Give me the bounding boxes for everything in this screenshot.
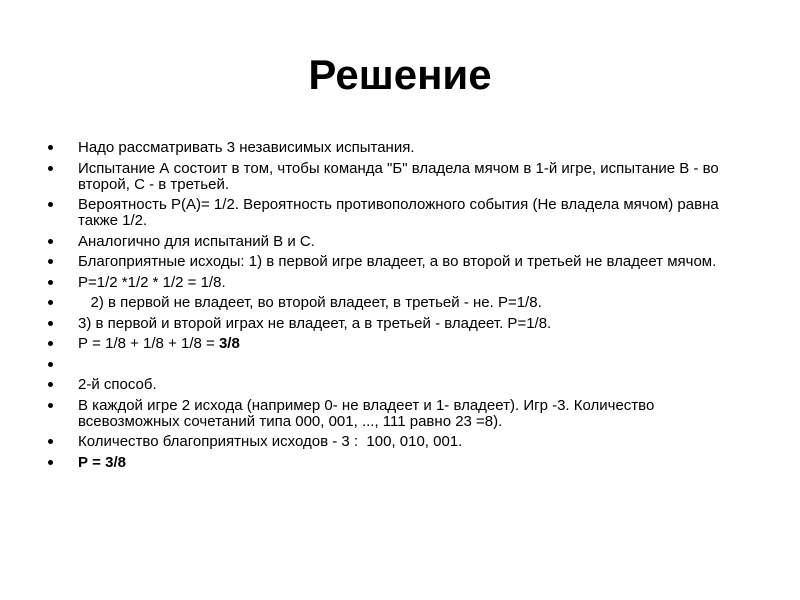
bullet-dot-icon xyxy=(48,280,53,285)
bullet-dot-icon xyxy=(48,300,53,305)
bullet-dot-icon xyxy=(48,460,53,465)
bullet-item xyxy=(48,234,748,250)
bullet-item xyxy=(48,140,748,156)
bullet-dot-icon xyxy=(48,202,53,207)
bullet-text: Благоприятные исходы: 1) в первой игре владеет, а во второй и третьей не владеет мячом. xyxy=(78,253,717,270)
bullet-text: Вероятность Р(А)= 1/2. Вероятность противоположного события (Не владела мячом) равна также 1/2. xyxy=(78,196,719,229)
bullet-item xyxy=(48,398,748,430)
bullet-text: В каждой игре 2 исхода (например 0- не владеет и 1- владеет). Игр -3. Количество всевозможных сочетаний типа 000, 001, ..., 111 равно 23 =8). xyxy=(78,396,655,430)
bullet-dot-icon xyxy=(48,166,53,171)
bullet-item xyxy=(48,377,748,393)
bullet-text: Испытание А состоит в том, чтобы команда "Б" владела мячом в 1-й игре, испытание В - во второй, С - в третьей. xyxy=(78,159,719,193)
bullet-dot-icon xyxy=(48,259,53,264)
bullet-text: Р=1/2 *1/2 * 1/2 = 1/8. xyxy=(78,273,226,291)
bullet-text: 2-й способ. xyxy=(78,376,157,393)
bullet-item-empty xyxy=(48,357,748,373)
bullet-item xyxy=(48,197,748,229)
bullet-item xyxy=(48,455,748,471)
slide-title: Решение xyxy=(308,51,492,98)
bullet-text: Надо рассматривать 3 независимых испытания. xyxy=(78,139,415,156)
bullet-dot-icon xyxy=(48,362,53,367)
bullet-dot-icon xyxy=(48,439,53,444)
bullet-dot-icon xyxy=(48,239,53,244)
bullet-dot-icon xyxy=(48,341,53,346)
bullet-item xyxy=(48,161,748,193)
bullet-bold-result: Р = 3/8 xyxy=(78,453,126,471)
bullet-bold-result: 3/8 xyxy=(218,335,240,352)
bullet-dot-icon xyxy=(48,321,53,326)
bullet-dot-icon xyxy=(48,145,53,150)
bullet-text: 2) в первой не владеет, во второй владеет, в третьей - не. Р=1/8. xyxy=(78,294,542,311)
bullet-item xyxy=(48,336,748,352)
bullet-item xyxy=(48,434,748,450)
bullet-list xyxy=(48,140,748,475)
bullet-text: Количество благоприятных исходов - 3 : 100, 010, 001. xyxy=(78,433,463,450)
bullet-text: Р = 1/8 + 1/8 + 1/8 = xyxy=(78,335,219,352)
bullet-item xyxy=(48,316,748,332)
bullet-text: 3) в первой и второй играх не владеет, а в третьей - владеет. Р=1/8. xyxy=(78,314,552,332)
bullet-item xyxy=(48,295,748,311)
bullet-dot-icon xyxy=(48,403,53,408)
bullet-item xyxy=(48,275,748,291)
bullet-item xyxy=(48,254,748,270)
bullet-dot-icon xyxy=(48,382,53,387)
bullet-text: Аналогично для испытаний В и С. xyxy=(78,232,315,250)
